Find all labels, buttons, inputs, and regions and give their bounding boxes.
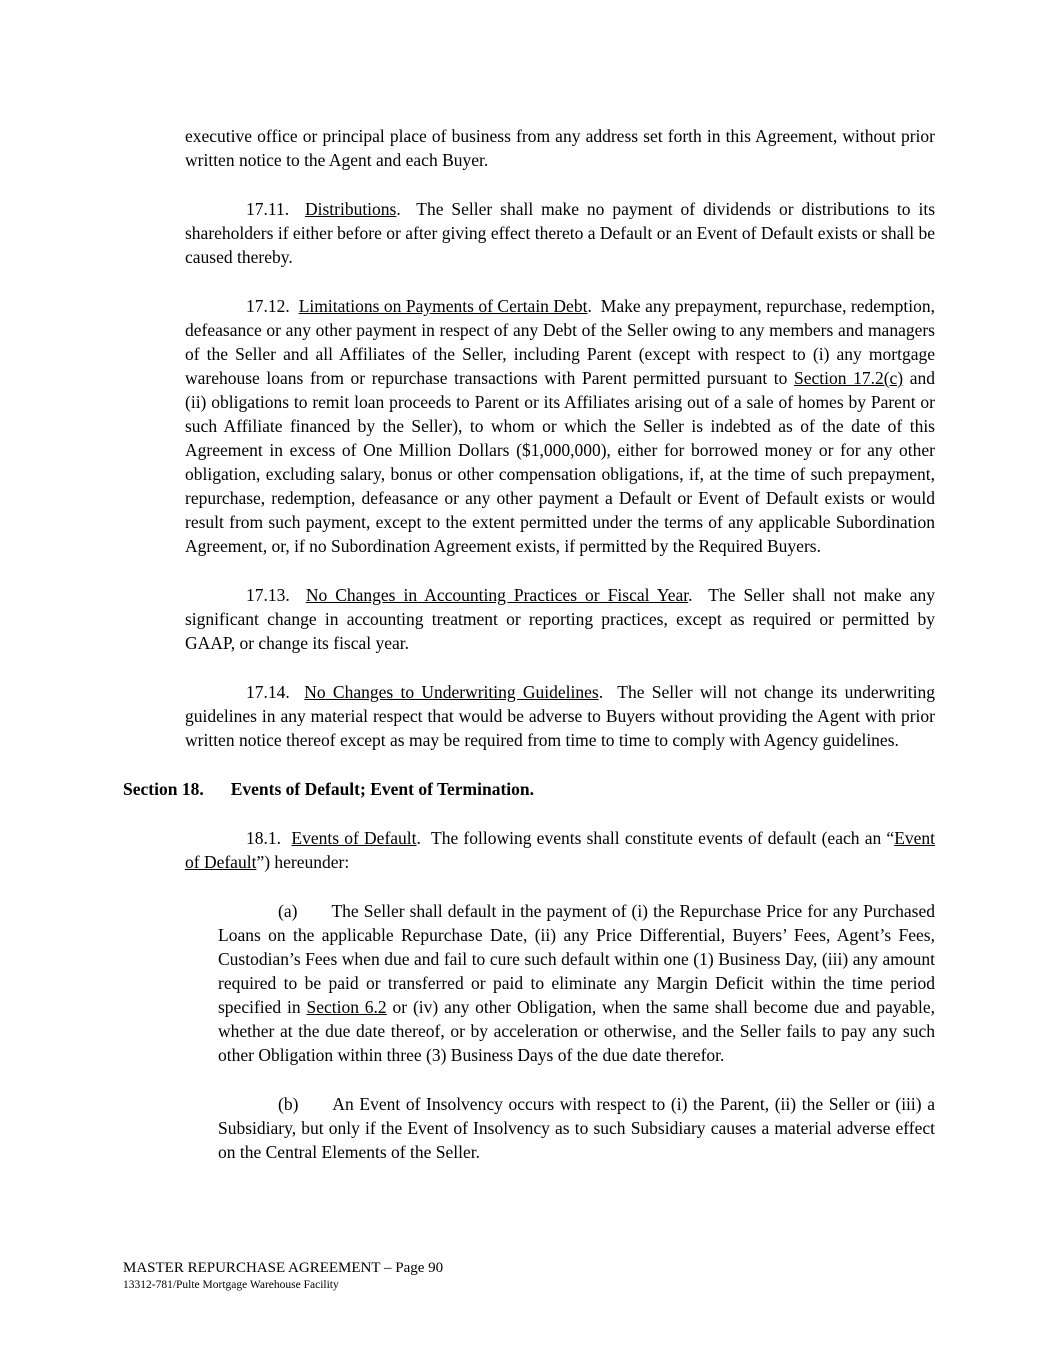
paragraph-17-14 <box>185 680 935 752</box>
section-number: 17.13. <box>246 585 306 605</box>
cross-reference-underlined: Section 6.2 <box>306 997 387 1017</box>
section-18-heading <box>123 777 935 801</box>
footer-document-title: MASTER REPURCHASE AGREEMENT – Page 90 <box>123 1260 444 1276</box>
paragraph-17-11 <box>185 197 935 269</box>
footer-file-reference: 13312-781/Pulte Mortgage Warehouse Facility <box>123 1279 339 1291</box>
paragraph-text: ”) hereunder: <box>256 852 350 872</box>
paragraph-text: . The Seller shall not make any significant change in accounting treatment or reporting practices, except as required or permitted by GAAP, or change its fiscal year. <box>185 585 935 653</box>
paragraph-text: or (iv) any other Obligation, when the same shall become due and payable, whether at the due date thereof, or by acceleration or otherwise, and the Seller fails to pay any such other Obligation within three (3) Business Days of the due date therefor. <box>218 997 935 1065</box>
section-title-underlined: Distributions <box>304 199 397 219</box>
section-heading-title: Events of Default; Event of Termination. <box>230 779 535 799</box>
section-number: 18.1. <box>246 828 292 848</box>
defined-term-underlined: Event of Default <box>185 828 936 872</box>
subparagraph-label: (a) <box>278 901 298 921</box>
section-title-underlined: Limitations on Payments of Certain Debt <box>298 296 588 316</box>
paragraph-17-12 <box>185 294 935 558</box>
paragraph-18-1 <box>185 826 935 874</box>
section-title-underlined: No Changes to Underwriting Guidelines <box>304 682 599 702</box>
subparagraph-label: (b) <box>278 1094 299 1114</box>
subparagraph-b <box>218 1092 935 1164</box>
paragraph-text: . Make any prepayment, repurchase, redemption, defeasance or any other payment in respect of any Debt of the Seller owing to any members and managers of the Seller and all Affiliates of the Seller, including Parent (except with respect to (i) any mortgage warehouse loans from or repurchase transactions with Parent permitted pursuant to <box>185 296 935 388</box>
paragraph-text: executive office or principal place of business from any address set forth in this Agreement, without prior written notice to the Agent and each Buyer. <box>185 126 935 170</box>
paragraph-continuation <box>185 124 935 172</box>
section-label: Section 18. <box>123 779 204 799</box>
cross-reference-underlined: Section 17.2(c) <box>793 368 904 388</box>
section-number: 17.12. <box>246 296 299 316</box>
section-title-underlined: No Changes in Accounting Practices or Fiscal Year <box>305 585 689 605</box>
paragraph-text: An Event of Insolvency occurs with respect to (i) the Parent, (ii) the Seller or (iii) a Subsidiary, but only if the Event of Insolvency as to such Subsidiary causes a material adverse effect on the Central Elements of the Seller. <box>218 1094 935 1162</box>
paragraph-text: and (ii) obligations to remit loan proceeds to Parent or its Affiliates arising out of a sale of homes by Parent or such Affiliate financed by the Seller), to whom or which the Seller is indebted as of the date of this Agreement in excess of One Million Dollars ($1,000,000), either for borrowed money or for any other obligation, excluding salary, bonus or other compensation obligations, if, at the time of such prepayment, repurchase, redemption, defeasance or any other payment a Default or Event of Default exists or would result from such payment, except to the extent permitted under the terms of any applicable Subordination Agreement, or, if no Subordination Agreement exists, if permitted by the Required Buyers. <box>185 368 935 556</box>
section-number: 17.14. <box>246 682 305 702</box>
paragraph-17-13 <box>185 583 935 655</box>
subparagraph-a <box>218 899 935 1067</box>
paragraph-text: . The Seller will not change its underwriting guidelines in any material respect that would be adverse to Buyers without providing the Agent with prior written notice thereof except as may be required from time to time to comply with Agency guidelines. <box>185 682 935 750</box>
paragraph-text: . The following events shall constitute events of default (each an “ <box>416 828 895 848</box>
section-title-underlined: Events of Default <box>291 828 417 848</box>
paragraph-text: The Seller shall default in the payment of (i) the Repurchase Price for any Purchased Loans on the applicable Repurchase Date, (ii) any Price Differential, Buyers’ Fees, Agent’s Fees, Custodian’s Fees when due and fail to cure such default within one (1) Business Day, (iii) any amount required to be paid or transferred or paid to eliminate any Margin Deficit within the time period specified in <box>218 901 935 1017</box>
section-number: 17.11. <box>246 199 305 219</box>
page-footer <box>123 1258 443 1293</box>
paragraph-text: . The Seller shall make no payment of dividends or distributions to its shareholders if either before or after giving effect thereto a Default or an Event of Default exists or shall be caused thereby. <box>185 199 935 267</box>
